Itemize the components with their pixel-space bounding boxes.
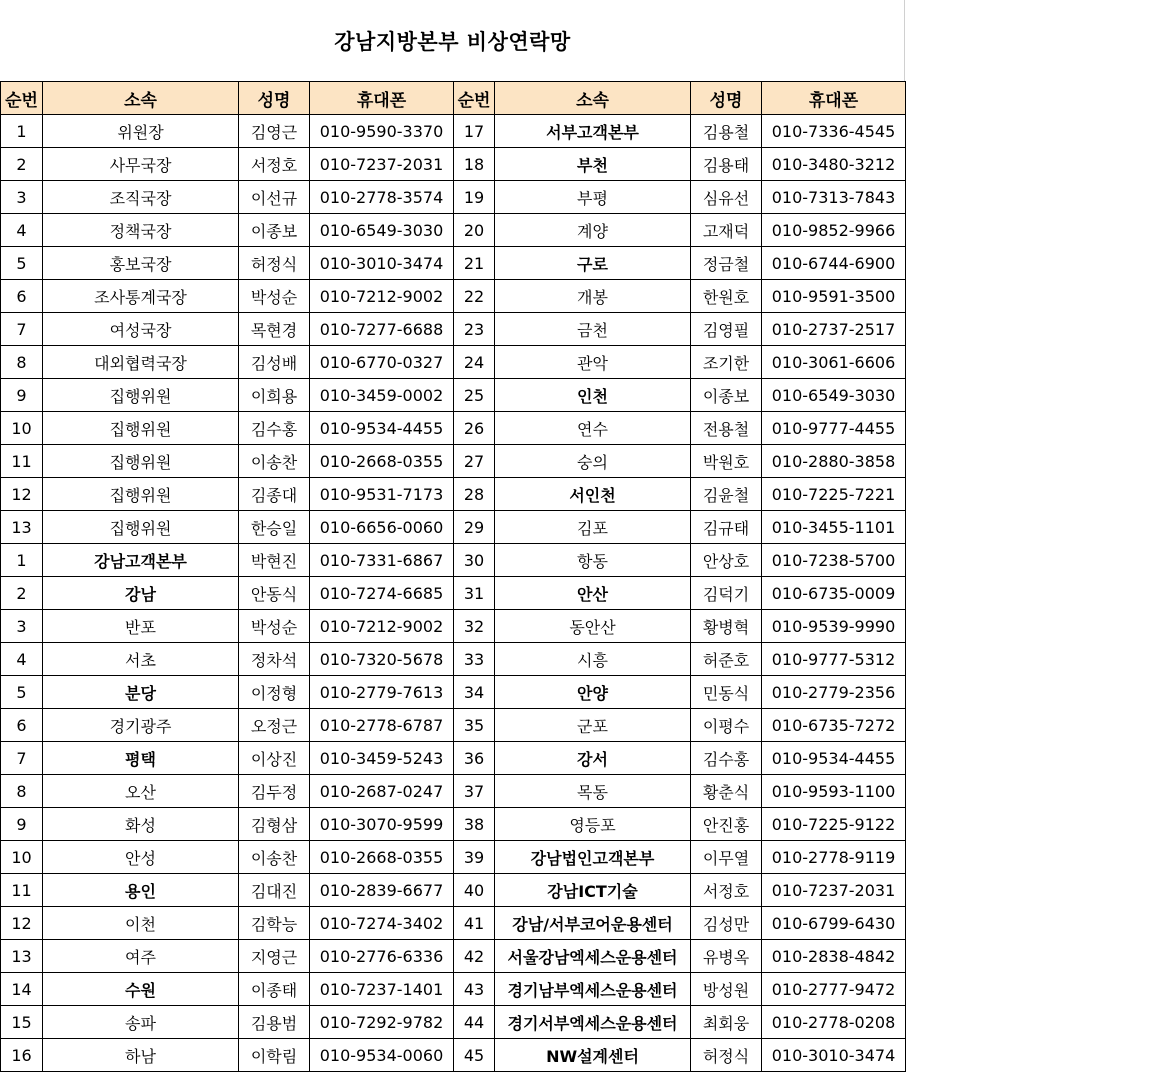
table-row	[1, 1039, 906, 1072]
table-row	[1, 280, 906, 313]
seq-cell-right: 38	[454, 808, 495, 841]
table-row	[1, 841, 906, 874]
name-cell-right: 정금철	[691, 247, 762, 280]
unit-cell-right: 강남/서부코어운용센터	[495, 907, 691, 940]
unit-cell-right: 강남법인고객본부	[495, 841, 691, 874]
phone-cell: 010-3010-3474	[310, 247, 454, 280]
phone-cell: 010-3459-5243	[310, 742, 454, 775]
seq-cell: 9	[1, 808, 43, 841]
name-cell: 안동식	[239, 577, 310, 610]
phone-cell: 010-7212-9002	[310, 280, 454, 313]
name-cell: 정차석	[239, 643, 310, 676]
table-row	[1, 148, 906, 181]
unit-cell: 평택	[43, 742, 239, 775]
name-cell: 허정식	[239, 247, 310, 280]
phone-cell-right: 010-6549-3030	[762, 379, 906, 412]
unit-cell-right: 강서	[495, 742, 691, 775]
unit-cell-right: 인천	[495, 379, 691, 412]
name-cell-right: 김영필	[691, 313, 762, 346]
seq-cell: 8	[1, 775, 43, 808]
header-name: 성명	[239, 82, 310, 115]
phone-cell-right: 010-7237-2031	[762, 874, 906, 907]
seq-cell: 13	[1, 940, 43, 973]
unit-cell-right: 관악	[495, 346, 691, 379]
unit-cell: 여주	[43, 940, 239, 973]
page-title: 강남지방본부 비상연락망	[334, 30, 571, 54]
name-cell-right: 안진홍	[691, 808, 762, 841]
unit-cell: 용인	[43, 874, 239, 907]
seq-cell-right: 34	[454, 676, 495, 709]
header-row	[1, 82, 906, 115]
seq-cell: 11	[1, 445, 43, 478]
table-row	[1, 313, 906, 346]
name-cell-right: 김수홍	[691, 742, 762, 775]
unit-cell-right: 금천	[495, 313, 691, 346]
seq-cell-right: 24	[454, 346, 495, 379]
name-cell: 김영근	[239, 115, 310, 148]
seq-cell-right: 37	[454, 775, 495, 808]
unit-cell-right: 계양	[495, 214, 691, 247]
seq-cell-right: 21	[454, 247, 495, 280]
unit-cell-right: 경기남부엑세스운용센터	[495, 973, 691, 1006]
table-row	[1, 181, 906, 214]
phone-cell: 010-2778-6787	[310, 709, 454, 742]
unit-cell-right: 경기서부엑세스운용센터	[495, 1006, 691, 1039]
seq-cell-right: 27	[454, 445, 495, 478]
title-area	[0, 0, 905, 81]
seq-cell-right: 31	[454, 577, 495, 610]
seq-cell: 10	[1, 412, 43, 445]
header-phone: 휴대폰	[310, 82, 454, 115]
unit-cell: 조사통계국장	[43, 280, 239, 313]
table-row	[1, 808, 906, 841]
unit-cell: 여성국장	[43, 313, 239, 346]
seq-cell: 9	[1, 379, 43, 412]
phone-cell-right: 010-6799-6430	[762, 907, 906, 940]
seq-cell: 3	[1, 610, 43, 643]
name-cell: 이선규	[239, 181, 310, 214]
seq-cell: 7	[1, 313, 43, 346]
header-phone-right: 휴대폰	[762, 82, 906, 115]
seq-cell-right: 23	[454, 313, 495, 346]
table-row	[1, 709, 906, 742]
phone-cell: 010-6656-0060	[310, 511, 454, 544]
unit-cell: 하남	[43, 1039, 239, 1072]
seq-cell-right: 35	[454, 709, 495, 742]
name-cell: 오정근	[239, 709, 310, 742]
phone-cell: 010-3459-0002	[310, 379, 454, 412]
unit-cell: 강남	[43, 577, 239, 610]
unit-cell: 집행위원	[43, 379, 239, 412]
seq-cell-right: 30	[454, 544, 495, 577]
name-cell-right: 고재덕	[691, 214, 762, 247]
unit-cell-right: 강남ICT기술	[495, 874, 691, 907]
seq-cell-right: 44	[454, 1006, 495, 1039]
phone-cell-right: 010-3010-3474	[762, 1039, 906, 1072]
seq-cell-right: 29	[454, 511, 495, 544]
unit-cell-right: 구로	[495, 247, 691, 280]
seq-cell-right: 42	[454, 940, 495, 973]
unit-cell-right: 항동	[495, 544, 691, 577]
name-cell-right: 전용철	[691, 412, 762, 445]
name-cell-right: 민동식	[691, 676, 762, 709]
phone-cell-right: 010-2778-0208	[762, 1006, 906, 1039]
unit-cell-right: 목동	[495, 775, 691, 808]
table-row	[1, 1006, 906, 1039]
unit-cell: 집행위원	[43, 511, 239, 544]
phone-cell-right: 010-6735-0009	[762, 577, 906, 610]
table-row	[1, 478, 906, 511]
name-cell-right: 이평수	[691, 709, 762, 742]
table-row	[1, 874, 906, 907]
seq-cell: 7	[1, 742, 43, 775]
unit-cell: 강남고객본부	[43, 544, 239, 577]
header-unit: 소속	[43, 82, 239, 115]
phone-cell-right: 010-9591-3500	[762, 280, 906, 313]
unit-cell-right: 서부고객본부	[495, 115, 691, 148]
unit-cell: 수원	[43, 973, 239, 1006]
name-cell: 김두정	[239, 775, 310, 808]
unit-cell-right: 숭의	[495, 445, 691, 478]
phone-cell-right: 010-9852-9966	[762, 214, 906, 247]
unit-cell-right: 시흥	[495, 643, 691, 676]
phone-cell-right: 010-7225-7221	[762, 478, 906, 511]
unit-cell-right: 연수	[495, 412, 691, 445]
name-cell: 이종보	[239, 214, 310, 247]
name-cell: 김수홍	[239, 412, 310, 445]
phone-cell: 010-9531-7173	[310, 478, 454, 511]
name-cell: 김종대	[239, 478, 310, 511]
name-cell-right: 안상호	[691, 544, 762, 577]
name-cell-right: 김덕기	[691, 577, 762, 610]
seq-cell-right: 43	[454, 973, 495, 1006]
seq-cell-right: 18	[454, 148, 495, 181]
phone-cell-right: 010-9534-4455	[762, 742, 906, 775]
seq-cell: 15	[1, 1006, 43, 1039]
table-row	[1, 742, 906, 775]
unit-cell-right: 안산	[495, 577, 691, 610]
seq-cell: 13	[1, 511, 43, 544]
name-cell: 김형삼	[239, 808, 310, 841]
phone-cell: 010-2668-0355	[310, 445, 454, 478]
seq-cell: 5	[1, 247, 43, 280]
seq-cell: 6	[1, 709, 43, 742]
phone-cell: 010-2779-7613	[310, 676, 454, 709]
name-cell-right: 조기한	[691, 346, 762, 379]
seq-cell: 16	[1, 1039, 43, 1072]
name-cell: 이상진	[239, 742, 310, 775]
name-cell-right: 서정호	[691, 874, 762, 907]
name-cell-right: 김용태	[691, 148, 762, 181]
unit-cell: 분당	[43, 676, 239, 709]
phone-cell: 010-2839-6677	[310, 874, 454, 907]
name-cell: 이송찬	[239, 841, 310, 874]
name-cell: 목현경	[239, 313, 310, 346]
name-cell-right: 방성원	[691, 973, 762, 1006]
phone-cell: 010-7212-9002	[310, 610, 454, 643]
seq-cell: 12	[1, 907, 43, 940]
name-cell: 박성순	[239, 280, 310, 313]
seq-cell: 5	[1, 676, 43, 709]
unit-cell: 경기광주	[43, 709, 239, 742]
phone-cell-right: 010-7238-5700	[762, 544, 906, 577]
seq-cell: 2	[1, 577, 43, 610]
name-cell: 김학능	[239, 907, 310, 940]
phone-cell: 010-3070-9599	[310, 808, 454, 841]
table-row	[1, 775, 906, 808]
name-cell: 지영근	[239, 940, 310, 973]
table-row	[1, 346, 906, 379]
seq-cell: 4	[1, 643, 43, 676]
unit-cell: 집행위원	[43, 478, 239, 511]
name-cell: 박성순	[239, 610, 310, 643]
seq-cell: 3	[1, 181, 43, 214]
phone-cell: 010-7320-5678	[310, 643, 454, 676]
phone-cell: 010-9534-0060	[310, 1039, 454, 1072]
phone-cell-right: 010-6735-7272	[762, 709, 906, 742]
unit-cell: 위원장	[43, 115, 239, 148]
phone-cell: 010-6549-3030	[310, 214, 454, 247]
phone-cell-right: 010-9777-4455	[762, 412, 906, 445]
phone-cell-right: 010-2778-9119	[762, 841, 906, 874]
phone-cell-right: 010-7313-7843	[762, 181, 906, 214]
unit-cell: 서초	[43, 643, 239, 676]
unit-cell: 대외협력국장	[43, 346, 239, 379]
phone-cell-right: 010-3480-3212	[762, 148, 906, 181]
unit-cell-right: 개봉	[495, 280, 691, 313]
phone-cell: 010-7237-1401	[310, 973, 454, 1006]
table-row	[1, 577, 906, 610]
name-cell: 박현진	[239, 544, 310, 577]
seq-cell: 2	[1, 148, 43, 181]
phone-cell-right: 010-9593-1100	[762, 775, 906, 808]
name-cell: 김대진	[239, 874, 310, 907]
name-cell-right: 이종보	[691, 379, 762, 412]
name-cell-right: 유병옥	[691, 940, 762, 973]
seq-cell-right: 33	[454, 643, 495, 676]
phone-cell-right: 010-9777-5312	[762, 643, 906, 676]
seq-cell-right: 41	[454, 907, 495, 940]
phone-cell: 010-9590-3370	[310, 115, 454, 148]
seq-cell: 1	[1, 544, 43, 577]
name-cell-right: 황춘식	[691, 775, 762, 808]
name-cell-right: 김윤철	[691, 478, 762, 511]
seq-cell: 10	[1, 841, 43, 874]
name-cell: 이송찬	[239, 445, 310, 478]
name-cell: 서정호	[239, 148, 310, 181]
name-cell: 김용범	[239, 1006, 310, 1039]
name-cell-right: 황병혁	[691, 610, 762, 643]
unit-cell-right: 김포	[495, 511, 691, 544]
unit-cell-right: 안양	[495, 676, 691, 709]
seq-cell-right: 28	[454, 478, 495, 511]
table-row	[1, 412, 906, 445]
unit-cell: 사무국장	[43, 148, 239, 181]
phone-cell-right: 010-7225-9122	[762, 808, 906, 841]
header-seq-right: 순번	[454, 82, 495, 115]
phone-cell: 010-7274-3402	[310, 907, 454, 940]
table-row	[1, 115, 906, 148]
table-row	[1, 676, 906, 709]
phone-cell-right: 010-2880-3858	[762, 445, 906, 478]
phone-cell: 010-7292-9782	[310, 1006, 454, 1039]
name-cell-right: 이무열	[691, 841, 762, 874]
seq-cell-right: 40	[454, 874, 495, 907]
unit-cell: 반포	[43, 610, 239, 643]
name-cell: 한승일	[239, 511, 310, 544]
name-cell-right: 한원호	[691, 280, 762, 313]
header-name-right: 성명	[691, 82, 762, 115]
name-cell-right: 김용철	[691, 115, 762, 148]
table-row	[1, 610, 906, 643]
seq-cell-right: 17	[454, 115, 495, 148]
name-cell: 김성배	[239, 346, 310, 379]
phone-cell-right: 010-2779-2356	[762, 676, 906, 709]
name-cell-right: 김규태	[691, 511, 762, 544]
phone-cell: 010-2668-0355	[310, 841, 454, 874]
table-row	[1, 247, 906, 280]
table-row	[1, 940, 906, 973]
name-cell: 이학림	[239, 1039, 310, 1072]
seq-cell: 14	[1, 973, 43, 1006]
phone-cell: 010-7274-6685	[310, 577, 454, 610]
phone-cell-right: 010-2737-2517	[762, 313, 906, 346]
contact-table	[0, 81, 906, 1072]
unit-cell-right: 영등포	[495, 808, 691, 841]
seq-cell: 11	[1, 874, 43, 907]
table-row	[1, 214, 906, 247]
name-cell-right: 허준호	[691, 643, 762, 676]
seq-cell-right: 32	[454, 610, 495, 643]
seq-cell-right: 36	[454, 742, 495, 775]
unit-cell-right: 군포	[495, 709, 691, 742]
unit-cell-right: 부평	[495, 181, 691, 214]
phone-cell: 010-9534-4455	[310, 412, 454, 445]
header-seq: 순번	[1, 82, 43, 115]
header-unit-right: 소속	[495, 82, 691, 115]
name-cell-right: 심유선	[691, 181, 762, 214]
phone-cell: 010-2687-0247	[310, 775, 454, 808]
seq-cell-right: 19	[454, 181, 495, 214]
name-cell-right: 김성만	[691, 907, 762, 940]
seq-cell: 12	[1, 478, 43, 511]
seq-cell-right: 26	[454, 412, 495, 445]
seq-cell-right: 22	[454, 280, 495, 313]
phone-cell-right: 010-3455-1101	[762, 511, 906, 544]
phone-cell: 010-7331-6867	[310, 544, 454, 577]
phone-cell: 010-2776-6336	[310, 940, 454, 973]
seq-cell-right: 25	[454, 379, 495, 412]
table-row	[1, 511, 906, 544]
unit-cell: 안성	[43, 841, 239, 874]
table-row	[1, 544, 906, 577]
unit-cell: 화성	[43, 808, 239, 841]
phone-cell: 010-7277-6688	[310, 313, 454, 346]
table-row	[1, 379, 906, 412]
seq-cell: 6	[1, 280, 43, 313]
unit-cell-right: 부천	[495, 148, 691, 181]
phone-cell-right: 010-3061-6606	[762, 346, 906, 379]
name-cell: 이종태	[239, 973, 310, 1006]
unit-cell: 이천	[43, 907, 239, 940]
seq-cell: 1	[1, 115, 43, 148]
phone-cell: 010-2778-3574	[310, 181, 454, 214]
table-row	[1, 445, 906, 478]
seq-cell: 8	[1, 346, 43, 379]
unit-cell-right: NW설계센터	[495, 1039, 691, 1072]
seq-cell: 4	[1, 214, 43, 247]
table-row	[1, 973, 906, 1006]
unit-cell: 정책국장	[43, 214, 239, 247]
unit-cell: 홍보국장	[43, 247, 239, 280]
seq-cell-right: 39	[454, 841, 495, 874]
unit-cell-right: 동안산	[495, 610, 691, 643]
phone-cell-right: 010-7336-4545	[762, 115, 906, 148]
unit-cell: 송파	[43, 1006, 239, 1039]
phone-cell-right: 010-6744-6900	[762, 247, 906, 280]
table-row	[1, 643, 906, 676]
unit-cell: 집행위원	[43, 412, 239, 445]
unit-cell: 조직국장	[43, 181, 239, 214]
name-cell-right: 박원호	[691, 445, 762, 478]
unit-cell-right: 서인천	[495, 478, 691, 511]
table-row	[1, 907, 906, 940]
unit-cell-right: 서울강남엑세스운용센터	[495, 940, 691, 973]
phone-cell-right: 010-2838-4842	[762, 940, 906, 973]
unit-cell: 집행위원	[43, 445, 239, 478]
seq-cell-right: 45	[454, 1039, 495, 1072]
unit-cell: 오산	[43, 775, 239, 808]
phone-cell-right: 010-9539-9990	[762, 610, 906, 643]
phone-cell-right: 010-2777-9472	[762, 973, 906, 1006]
phone-cell: 010-6770-0327	[310, 346, 454, 379]
phone-cell: 010-7237-2031	[310, 148, 454, 181]
name-cell: 이정형	[239, 676, 310, 709]
seq-cell-right: 20	[454, 214, 495, 247]
name-cell: 이희용	[239, 379, 310, 412]
name-cell-right: 최회웅	[691, 1006, 762, 1039]
name-cell-right: 허정식	[691, 1039, 762, 1072]
